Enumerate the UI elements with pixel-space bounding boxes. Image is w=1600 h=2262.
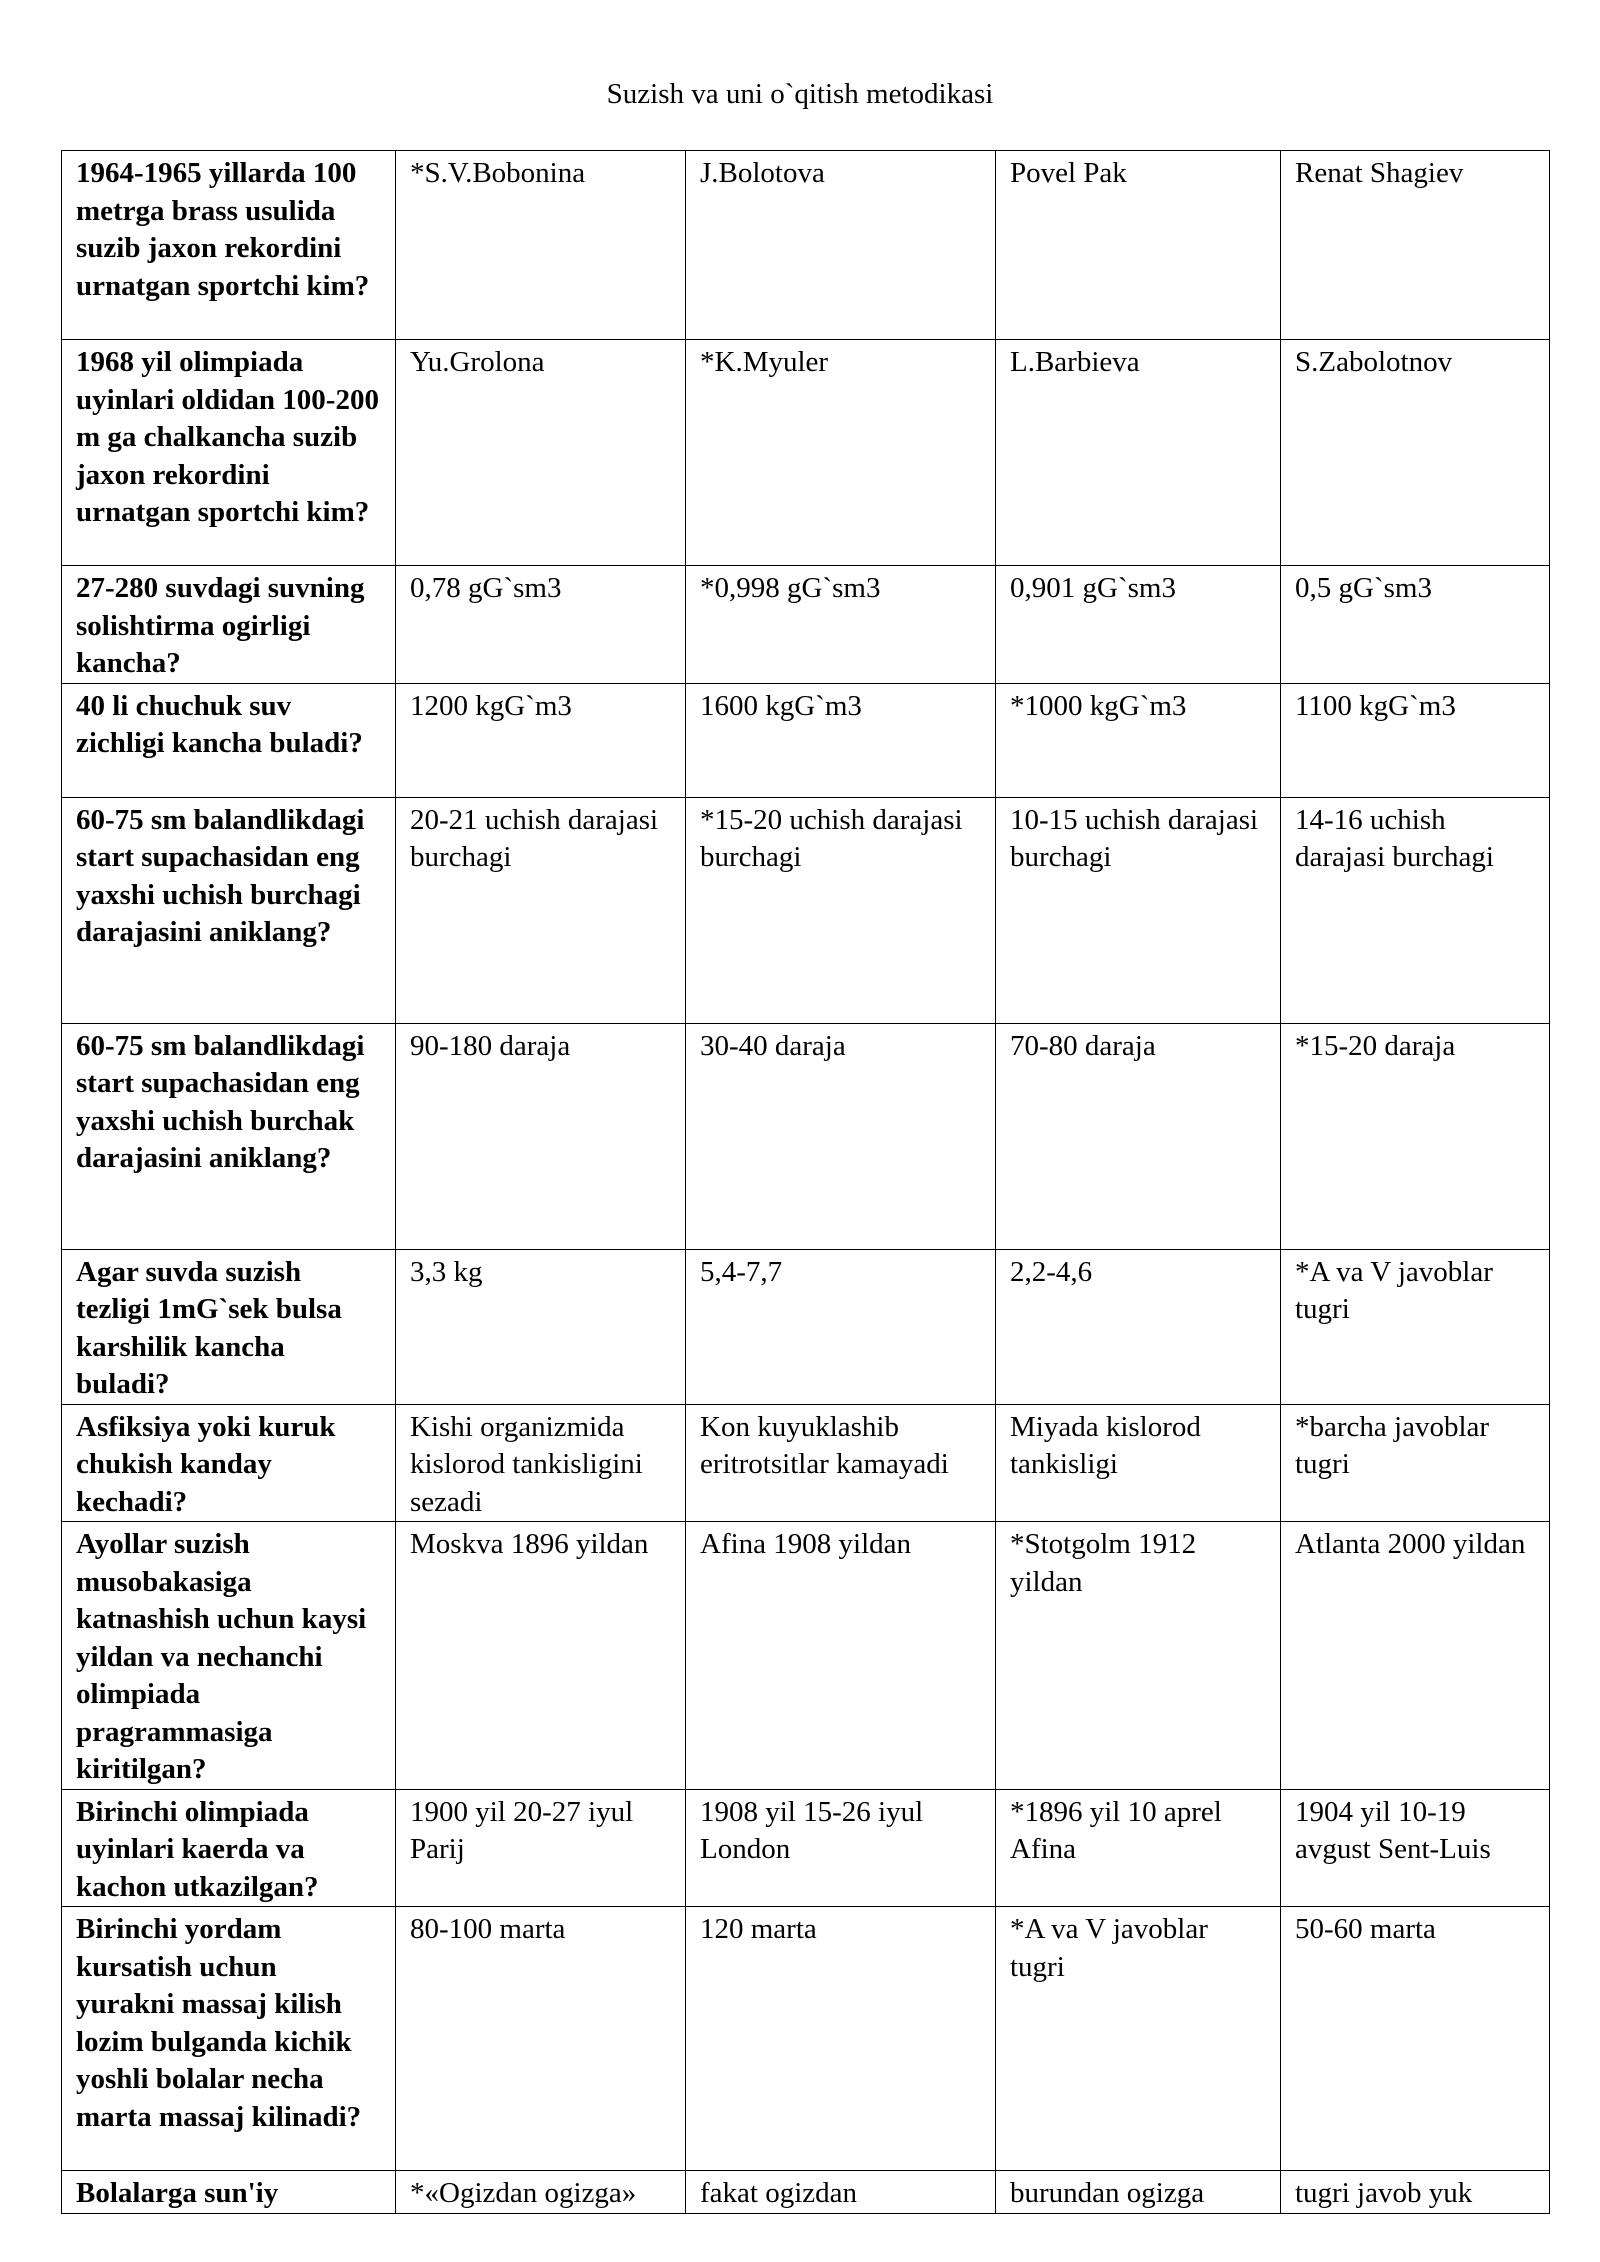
answer-cell: Povel Pak bbox=[996, 151, 1281, 340]
answer-cell: *1000 kgG`m3 bbox=[996, 683, 1281, 797]
table-row bbox=[62, 797, 1550, 1023]
answer-cell: 30-40 daraja bbox=[686, 1023, 996, 1249]
table-body bbox=[62, 151, 1550, 2214]
answer-cell: 2,2-4,6 bbox=[996, 1249, 1281, 1404]
answer-cell: J.Bolotova bbox=[686, 151, 996, 340]
answer-cell: Afina 1908 yildan bbox=[686, 1522, 996, 1790]
answer-cell: 1908 yil 15-26 iyul London bbox=[686, 1789, 996, 1907]
answer-cell: 20-21 uchish darajasi burchagi bbox=[396, 797, 686, 1023]
table-row bbox=[62, 151, 1550, 340]
answer-cell: Miyada kislorod tankisligi bbox=[996, 1404, 1281, 1522]
question-cell: 1968 yil olimpiada uyinlari oldidan 100-200 m ga chalkancha suzib jaxon rekordini urnatgan sportchi kim? bbox=[62, 340, 396, 566]
answer-cell: *0,998 gG`sm3 bbox=[686, 566, 996, 684]
answer-cell: S.Zabolotnov bbox=[1281, 340, 1550, 566]
question-cell: Agar suvda suzish tezligi 1mG`sek bulsa karshilik kancha buladi? bbox=[62, 1249, 396, 1404]
answer-cell: *1896 yil 10 aprel Afina bbox=[996, 1789, 1281, 1907]
answer-cell: *K.Myuler bbox=[686, 340, 996, 566]
answer-cell: 0,901 gG`sm3 bbox=[996, 566, 1281, 684]
table-row bbox=[62, 683, 1550, 797]
answer-cell: 1904 yil 10-19 avgust Sent-Luis bbox=[1281, 1789, 1550, 1907]
question-cell: 60-75 sm balandlikdagi start supachasidan eng yaxshi uchish burchak darajasini aniklang? bbox=[62, 1023, 396, 1249]
answer-cell: 5,4-7,7 bbox=[686, 1249, 996, 1404]
question-cell: 60-75 sm balandlikdagi start supachasidan eng yaxshi uchish burchagi darajasini aniklang? bbox=[62, 797, 396, 1023]
answer-cell: Moskva 1896 yildan bbox=[396, 1522, 686, 1790]
answer-cell: Atlanta 2000 yildan bbox=[1281, 1522, 1550, 1790]
question-table bbox=[61, 150, 1550, 2214]
table-row bbox=[62, 1249, 1550, 1404]
table-row bbox=[62, 1023, 1550, 1249]
answer-cell: 70-80 daraja bbox=[996, 1023, 1281, 1249]
answer-cell: 1900 yil 20-27 iyul Parij bbox=[396, 1789, 686, 1907]
question-cell: 1964-1965 yillarda 100 metrga brass usulida suzib jaxon rekordini urnatgan sportchi kim? bbox=[62, 151, 396, 340]
question-cell: Asfiksiya yoki kuruk chukish kanday kechadi? bbox=[62, 1404, 396, 1522]
answer-cell: 90-180 daraja bbox=[396, 1023, 686, 1249]
page-header: Suzish va uni o`qitish metodikasi bbox=[606, 78, 994, 110]
answer-cell: 10-15 uchish darajasi burchagi bbox=[996, 797, 1281, 1023]
answer-cell: burundan ogizga bbox=[996, 2171, 1281, 2214]
answer-cell: 3,3 kg bbox=[396, 1249, 686, 1404]
answer-cell: 1100 kgG`m3 bbox=[1281, 683, 1550, 797]
answer-cell: fakat ogizdan bbox=[686, 2171, 996, 2214]
answer-cell: Yu.Grolona bbox=[396, 340, 686, 566]
answer-cell: Renat Shagiev bbox=[1281, 151, 1550, 340]
question-cell: 40 li chuchuk suv zichligi kancha buladi? bbox=[62, 683, 396, 797]
answer-cell: *15-20 uchish darajasi burchagi bbox=[686, 797, 996, 1023]
answer-cell: 0,5 gG`sm3 bbox=[1281, 566, 1550, 684]
question-cell: Birinchi yordam kursatish uchun yurakni massaj kilish lozim bulganda kichik yoshli bolalar necha marta massaj kilinadi? bbox=[62, 1907, 396, 2171]
answer-cell: 14-16 uchish darajasi burchagi bbox=[1281, 797, 1550, 1023]
answer-cell: *A va V javoblar tugri bbox=[996, 1907, 1281, 2171]
answer-cell: L.Barbieva bbox=[996, 340, 1281, 566]
answer-cell: *barcha javoblar tugri bbox=[1281, 1404, 1550, 1522]
answer-cell: 50-60 marta bbox=[1281, 1907, 1550, 2171]
table-row bbox=[62, 1907, 1550, 2171]
table-row bbox=[62, 566, 1550, 684]
answer-cell: 0,78 gG`sm3 bbox=[396, 566, 686, 684]
question-cell: Birinchi olimpiada uyinlari kaerda va kachon utkazilgan? bbox=[62, 1789, 396, 1907]
answer-cell: *15-20 daraja bbox=[1281, 1023, 1550, 1249]
answer-cell: 1600 kgG`m3 bbox=[686, 683, 996, 797]
table-row bbox=[62, 1404, 1550, 1522]
answer-cell: *«Ogizdan ogizga» bbox=[396, 2171, 686, 2214]
table-row bbox=[62, 1522, 1550, 1790]
answer-cell: 1200 kgG`m3 bbox=[396, 683, 686, 797]
table-row bbox=[62, 1789, 1550, 1907]
answer-cell: Kon kuyuklashib eritrotsitlar kamayadi bbox=[686, 1404, 996, 1522]
answer-cell: Kishi organizmida kislorod tankisligini sezadi bbox=[396, 1404, 686, 1522]
answer-cell: *Stotgolm 1912 yildan bbox=[996, 1522, 1281, 1790]
question-cell: Ayollar suzish musobakasiga katnashish uchun kaysi yildan va nechanchi olimpiada pragrammasiga kiritilgan? bbox=[62, 1522, 396, 1790]
table-row bbox=[62, 340, 1550, 566]
question-cell: Bolalarga sun'iy bbox=[62, 2171, 396, 2214]
answer-cell: *A va V javoblar tugri bbox=[1281, 1249, 1550, 1404]
table-row bbox=[62, 2171, 1550, 2214]
answer-cell: tugri javob yuk bbox=[1281, 2171, 1550, 2214]
answer-cell: 80-100 marta bbox=[396, 1907, 686, 2171]
question-cell: 27-280 suvdagi suvning solishtirma ogirligi kancha? bbox=[62, 566, 396, 684]
answer-cell: 120 marta bbox=[686, 1907, 996, 2171]
answer-cell: *S.V.Bobonina bbox=[396, 151, 686, 340]
